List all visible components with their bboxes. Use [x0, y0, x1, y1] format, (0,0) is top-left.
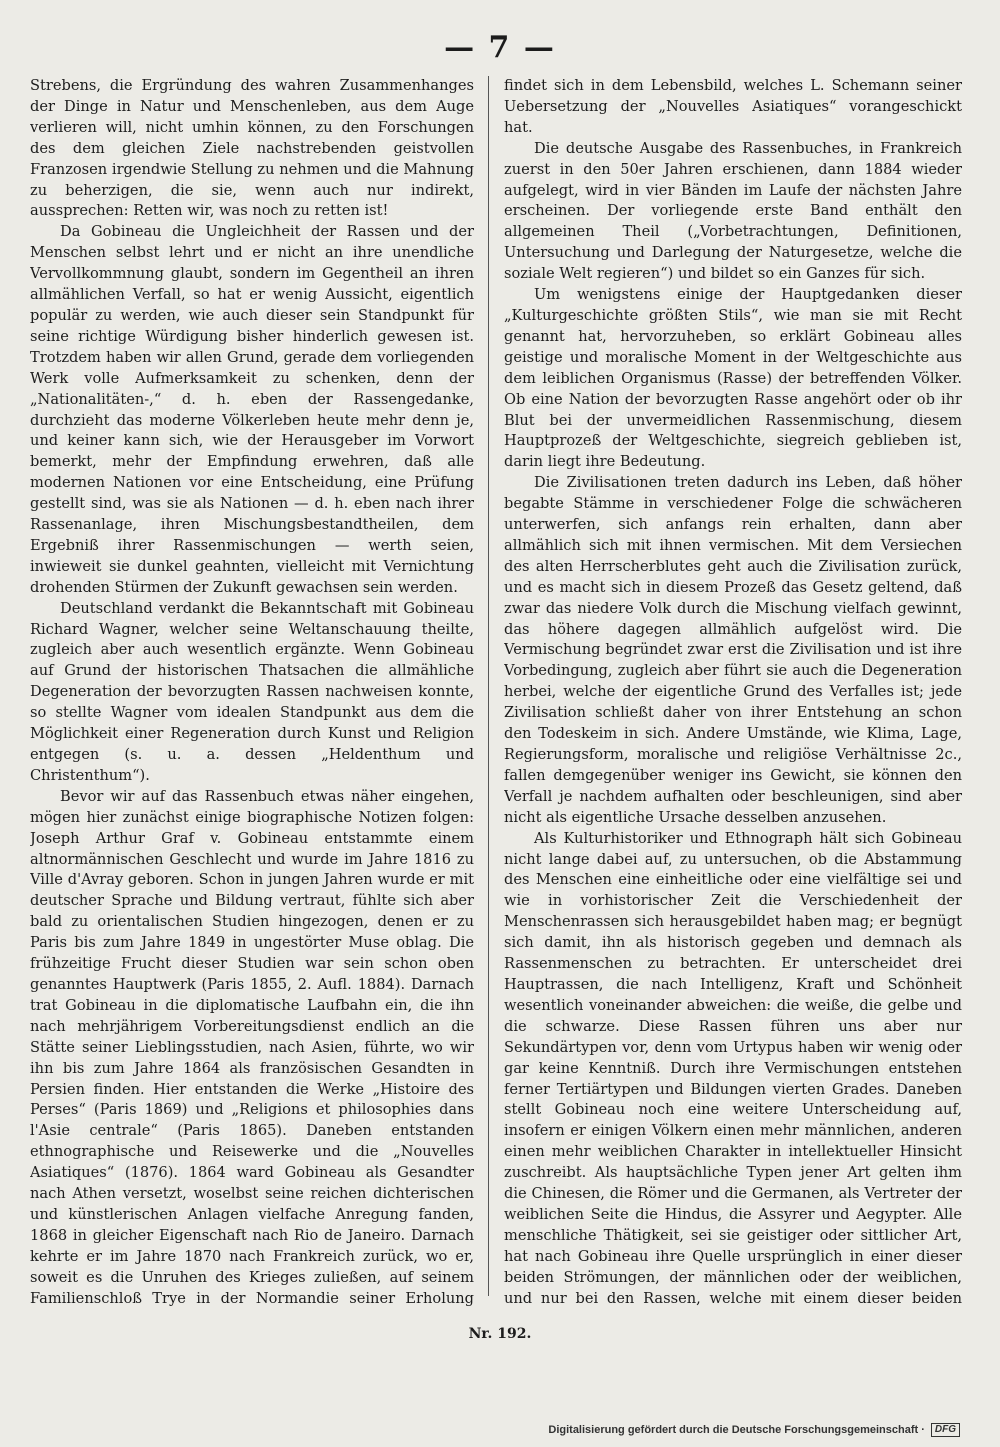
- paragraph: Um wenigstens einige der Hauptgedanken dieser „Kulturgeschichte größten Stils“, wie man sie mit Recht genannt hat, hervorzuheben, so erklärt Gobineau alles geistige und moralische Moment in der Weltgeschichte aus dem leiblichen Organismus (Rasse) der betreffenden Völker. Ob eine Nation der bevorzugten Rasse angehört oder ob ihr Blut bei der unvermeidlichen Rassenmischung, diesem Hauptprozeß der Weltgeschichte, siegreich geblieben ist, darin liegt ihre Bedeutung.: [504, 286, 962, 471]
- issue-number: Nr. 192.: [468, 1326, 532, 1342]
- left-column: [30, 76, 474, 1306]
- paragraph: Da Gobineau die Ungleichheit der Rassen und der Menschen selbst lehrt und er nicht an ihre unendliche Vervollkommnung glaubt, sondern im Gegentheil an ihren allmählichen Verfall, so hat er wenig Aussicht, eigentlich populär zu werden, wie auch dieser sein Standpunkt für seine richtige Würdigung bisher hinderlich gewesen ist. Trotzdem haben wir allen Grund, gerade dem vorliegenden Werk volle Aufmerksamkeit zu schenken, denn der „Nationalitäten-,“ d. h. eben der Rassengedanke, durchzieht das moderne Völkerleben heute mehr denn je, und keiner kann sich, wie der Herausgeber im Vorwort bemerkt, mehr der Empfindung erwehren, daß alle modernen Nationen vor eine Entscheidung, eine Prüfung gestellt sind, was sie als Nationen — d. h. eben nach ihrer Rassenanlage, ihren Mischungsbestandtheilen, dem Ergebniß ihrer Rassenmischungen — werth seien, inwieweit sie dunkel geahnten, vielleicht mit Vernichtung drohenden Stürmen der Zukunft gewachsen sein werden.: [30, 223, 474, 596]
- paragraph: Bevor wir auf das Rassenbuch etwas näher eingehen, mögen hier zunächst einige biographische Notizen folgen: Joseph Arthur Graf v. Gobineau entstammte einem altnormännischen Geschlecht und wurde im Jahre 1816 zu Ville d'Avray geboren. Schon in jungen Jahren wurde er mit deutscher Sprache und Bildung vertraut, fühlte sich aber bald zu orientalischen Studien hingezogen, denen er zu Paris bis zum Jahre 1849 in ungestörter Muse oblag. Die frühzeitige Frucht dieser Studien war sein schon oben genanntes Hauptwerk (Paris 1855, 2. Aufl. 1884). Darnach trat Gobineau in die diplomatische Laufbahn ein, die ihn nach mehrjährigem Vorbereitungsdienst endlich an die Stätte seiner Lieblingsstudien, nach Asien, führte, wo wir ihn bis zum Jahre 1864 als französischen Gesandten in Persien finden. Hier entstanden die Werke „Histoire des Perses“ (Paris 1869) und „Religions et philosophies dans l'Asie centrale“ (Paris 1865). Daneben entstanden ethnographische und Reisewerke und die „Nouvelles Asiatiques“ (1876). 1864 ward Gobineau als Gesandter nach Athen versetzt, woselbst seine reichen dichterischen und künstlerischen Anlagen vielfache Anregung fanden, 1868 in gleicher Eigenschaft nach Rio de Janeiro. Darnach kehrte er im Jahre 1870 nach Frankreich zurück, wo er, soweit es die Unruhen des Krieges zuließen, auf seinem Familienschloß Trye in der Normandie seiner Erholung: [30, 787, 474, 1306]
- paragraph: Die deutsche Ausgabe des Rassenbuches, in Frankreich zuerst in den 50er Jahren erschienen, dann 1884 wieder aufgelegt, wird in vier Bänden im Laufe der nächsten Jahre erscheinen. Der vorliegende erste Band enthält den allgemeinen Theil („Vorbetrachtungen, Definitionen, Untersuchung und Darlegung der Naturgesetze, welche die soziale Welt regieren“) und bildet so ein Ganzes für sich.: [504, 139, 962, 283]
- paragraph: Deutschland verdankt die Bekanntschaft mit Gobineau Richard Wagner, welcher seine Weltanschauung theilte, zugleich aber auch wesentlich ergänzte. Wenn Gobineau auf Grund der historischen Thatsachen die allmähliche Degeneration der bevorzugten Rassen nachweisen konnte, so stellte Wagner vom idealen Standpunkt aus dem die Möglichkeit einer Regeneration durch Kunst und Religion entgegen (s. u. a. dessen „Heldenthum und Christenthum“).: [30, 599, 474, 784]
- paragraph: Als Kulturhistoriker und Ethnograph hält sich Gobineau nicht lange dabei auf, zu untersuchen, ob die Abstammung des Menschen eine einheitliche oder eine vielfältige sei und wie in vorhistorischer Zeit die Verschiedenheit der Menschenrassen sich herausgebildet haben mag; er begnügt sich damit, ihn als historisch gegeben und demnach als Rassenmenschen zu betrachten. Er unterscheidet drei Hauptrassen, die nach Intelligenz, Kraft und Schönheit wesentlich voneinander abweichen: die weiße, die gelbe und die schwarze. Diese Rassen führen uns aber nur Sekundärtypen vor, denn vom Urtypus haben wir wenig oder gar keine Kenntniß. Durch ihre Vermischungen entstehen ferner Tertiärtypen und Bildungen vierten Grades. Daneben stellt Gobineau noch eine weitere Unterscheidung auf, insofern er einigen Völkern einen mehr männlichen, anderen einen mehr weiblichen Charakter in intellektueller Hinsicht zuschreibt. Als hauptsächliche Typen jener Art gelten ihm die Chinesen, die Römer und die Germanen, als Vertreter der weiblichen Seite die Hindus, die Assyrer und Aegypter. Alle menschliche Thätigkeit, sei sie geistiger oder sittlicher Art, hat nach Gobineau ihre Quelle ursprünglich in einer dieser beiden Strömungen, der männlichen oder der weiblichen, und nur bei den Rassen, welche mit einem dieser beiden: [504, 829, 962, 1306]
- footer-text: Digitalisierung gefördert durch die Deutsche Forschungsgemeinschaft ·: [548, 1424, 925, 1436]
- column-divider: [488, 76, 489, 1296]
- footer: [548, 1423, 960, 1437]
- dfg-logo-icon: DFG: [931, 1423, 960, 1437]
- page-number: — 7 —: [444, 30, 556, 65]
- paragraph: Die Zivilisationen treten dadurch ins Leben, daß höher begabte Stämme in verschiedener Folge die schwächeren unterwerfen, sich anfangs rein erhalten, dann aber allmählich sich mit ihnen vermischen. Mit dem Versiechen des alten Herrscherblutes geht auch die Zivilisation zurück, und es macht sich in diesem Prozeß das Gesetz geltend, daß zwar das niedere Volk durch die Mischung vielfach gewinnt, das höhere dagegen allmählich aufgelöst wird. Die Vermischung begründet zwar erst die Zivilisation und ist ihre Vorbedingung, zugleich aber führt sie auch die Degeneration herbei, welche der eigentliche Grund des Verfalles ist; jede Zivilisation schließt daher von ihrer Entstehung an schon den Todeskeim in sich. Andere Umstände, wie Klima, Lage, Regierungsform, moralische und religiöse Verhältnisse 2c., fallen demgegenüber weniger ins Gewicht, sie können den Verfall je nachdem aufhalten oder beschleunigen, sind aber nicht als eigentliche Ursache desselben anzusehen.: [504, 474, 962, 826]
- paragraph: Strebens, die Ergründung des wahren Zusammenhanges der Dinge in Natur und Menschenleben, aus dem Auge verlieren will, nicht umhin können, zu den Forschungen des dem gleichen Ziele nachstrebenden geistvollen Franzosen irgendwie Stellung zu nehmen und die Mahnung zu beherzigen, die sie, wenn auch nur indirekt, aussprechen: Retten wir, was noch zu retten ist!: [30, 77, 474, 220]
- right-column: [504, 76, 962, 1306]
- paragraph: findet sich in dem Lebensbild, welches L. Schemann seiner Uebersetzung der „Nouvelles Asiatiques“ vorangeschickt hat.: [504, 77, 962, 136]
